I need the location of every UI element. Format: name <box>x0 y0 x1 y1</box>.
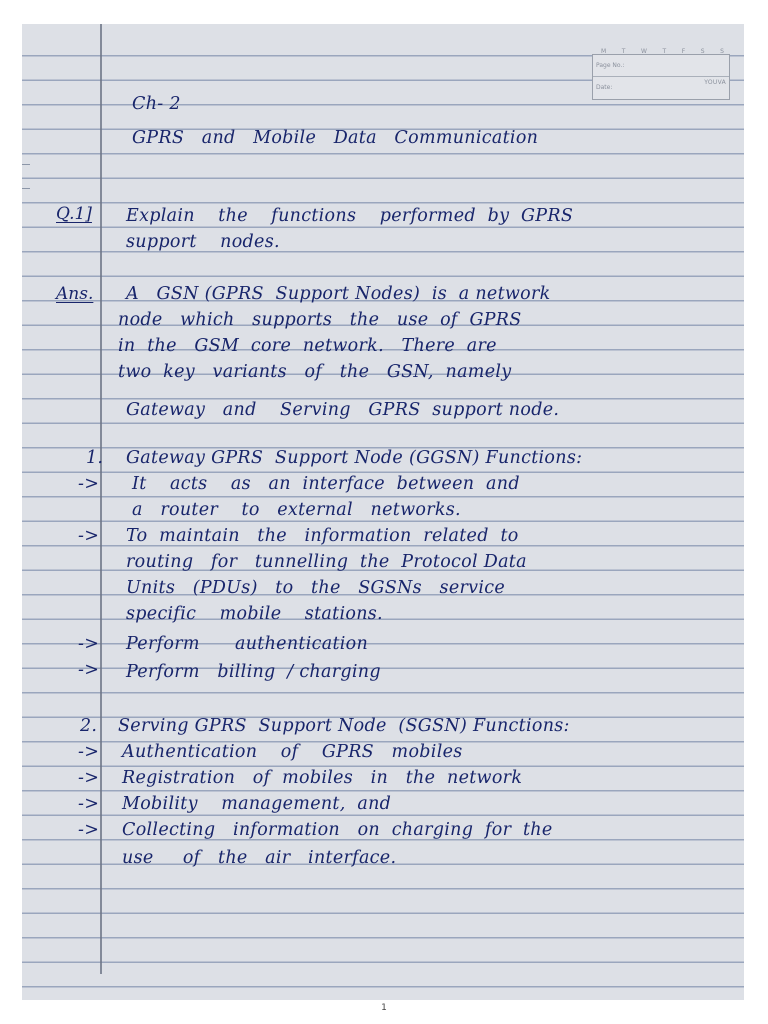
sgsn-line: Authentication of GPRS mobiles <box>122 742 463 762</box>
weekday-label: T <box>662 48 668 55</box>
arrow-bullet: -> <box>78 634 100 654</box>
date-label: Date: <box>596 84 613 91</box>
stub-line <box>22 188 30 189</box>
sgsn-line: Mobility management, and <box>122 794 392 814</box>
ggsn-line: It acts as an interface between and <box>132 474 520 494</box>
ggsn-line: routing for tunnelling the Protocol Data <box>126 552 527 572</box>
answer-line: two key variants of the GSN, namely <box>118 362 512 382</box>
weekday-label: S <box>700 48 706 55</box>
arrow-bullet: -> <box>78 526 100 546</box>
arrow-bullet: -> <box>78 794 100 814</box>
question-line: support nodes. <box>126 232 280 252</box>
ggsn-line: To maintain the information related to <box>126 526 519 546</box>
stub-line <box>22 164 30 165</box>
weekday-label: S <box>720 48 725 55</box>
answer-line: in the GSM core network. There are <box>118 336 497 356</box>
chapter-heading: Ch- 2 <box>132 94 181 114</box>
arrow-bullet: -> <box>78 660 100 680</box>
weekday-label: F <box>681 48 687 55</box>
brand-label: YOUVA <box>704 79 726 86</box>
margin-line <box>100 24 102 974</box>
page-number: 1 <box>381 1003 387 1013</box>
ggsn-line: Perform billing / charging <box>126 662 381 682</box>
page-title: GPRS and Mobile Data Communication <box>132 128 539 148</box>
ggsn-number: 1. <box>86 448 104 468</box>
arrow-bullet: -> <box>78 474 100 494</box>
weekday-row <box>601 48 725 55</box>
sgsn-heading: Serving GPRS Support Node (SGSN) Functions: <box>118 716 570 736</box>
sgsn-number: 2. <box>80 716 98 736</box>
sgsn-line: Collecting information on charging for the <box>122 820 553 840</box>
question-line: Explain the functions performed by GPRS <box>126 206 574 226</box>
page-date-box <box>592 48 730 100</box>
ggsn-heading: Gateway GPRS Support Node (GGSN) Functions: <box>126 448 583 468</box>
arrow-bullet: -> <box>78 820 100 840</box>
notebook-page <box>22 24 744 1000</box>
weekday-label: W <box>640 48 648 55</box>
answer-line: node which supports the use of GPRS <box>118 310 522 330</box>
page-no-row <box>593 55 729 77</box>
answer-line: Gateway and Serving GPRS support node. <box>126 400 560 420</box>
question-label: Q.1] <box>56 204 92 224</box>
weekday-label: T <box>621 48 627 55</box>
sgsn-line: Registration of mobiles in the network <box>122 768 523 788</box>
arrow-bullet: -> <box>78 742 100 762</box>
ggsn-line: Units (PDUs) to the SGSNs service <box>126 578 505 598</box>
ggsn-line: a router to external networks. <box>132 500 461 520</box>
ggsn-line: specific mobile stations. <box>126 604 383 624</box>
arrow-bullet: -> <box>78 768 100 788</box>
sgsn-line: use of the air interface. <box>122 848 397 868</box>
answer-line: A GSN (GPRS Support Nodes) is a network <box>126 284 551 304</box>
page-no-label: Page No.: <box>596 62 625 69</box>
answer-label: Ans. <box>56 284 94 304</box>
weekday-label: M <box>601 48 608 55</box>
ggsn-line: Perform authentication <box>126 634 369 654</box>
